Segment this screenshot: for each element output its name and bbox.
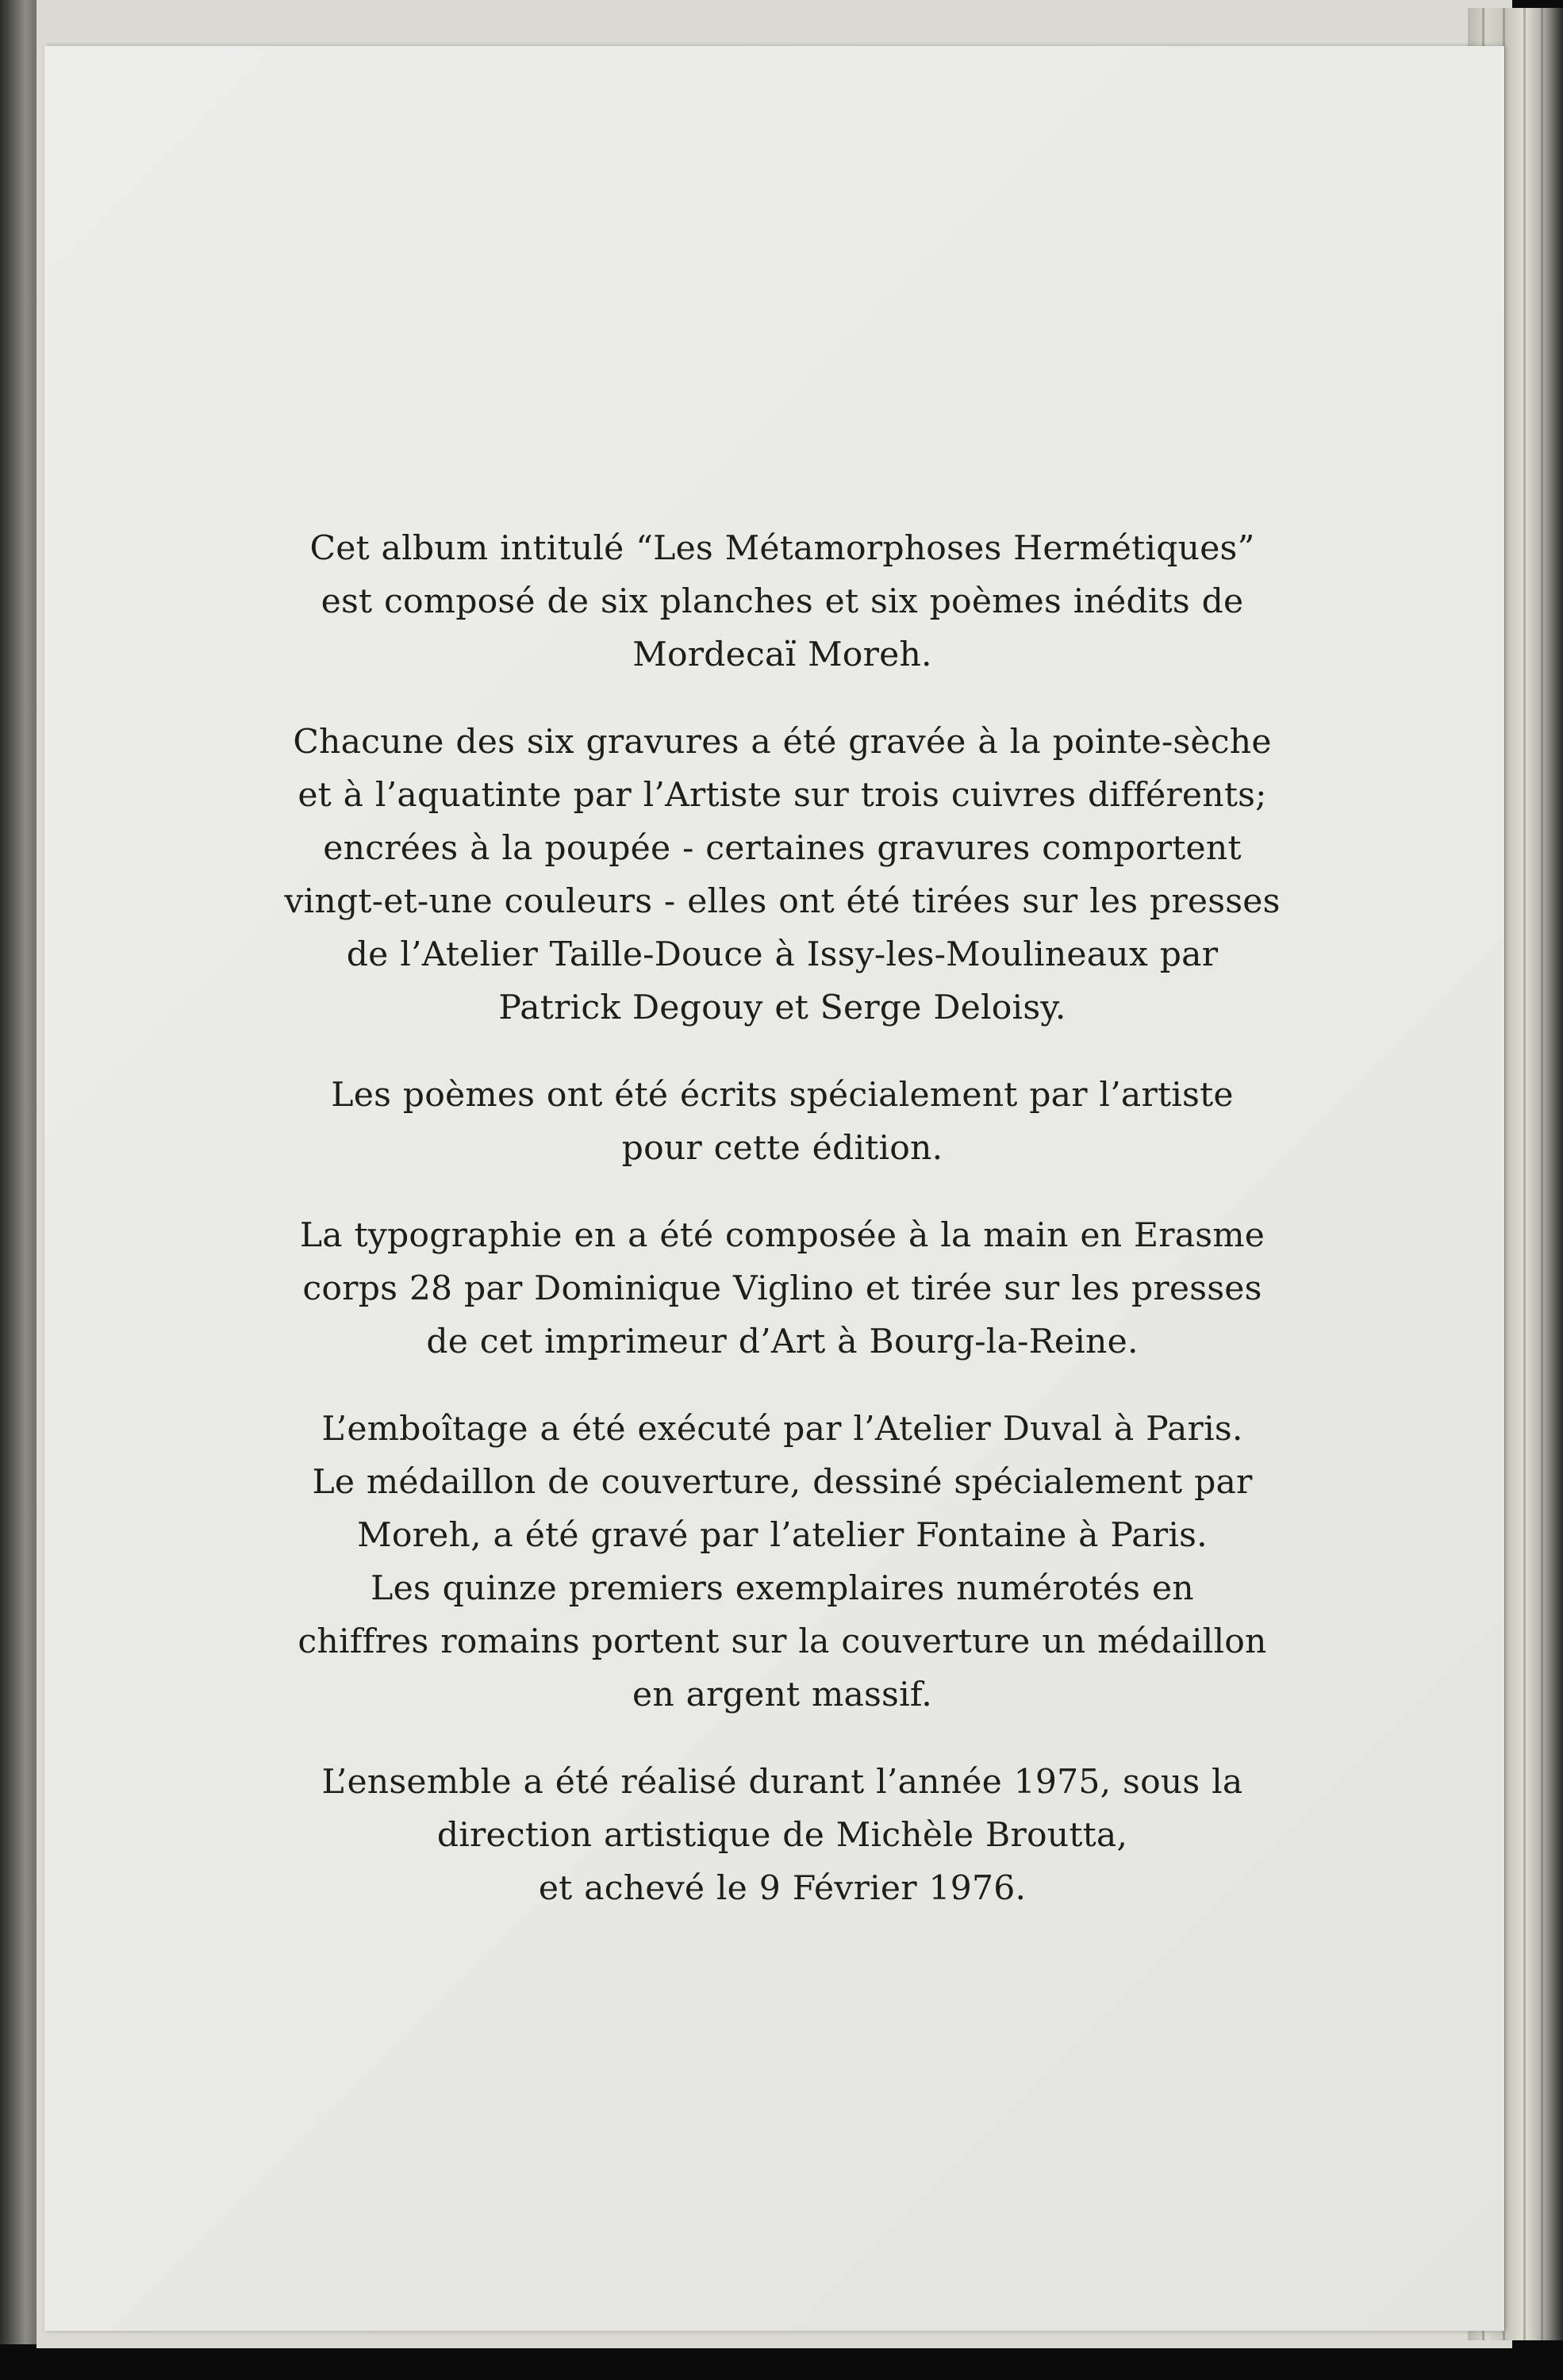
text-line: de l’Atelier Taille-Douce à Issy-les-Moulineaux par: [346, 935, 1219, 974]
colophon-paragraph-album: [259, 522, 1306, 681]
colophon-paragraph-poems: [259, 1069, 1306, 1175]
left-page-edge: [0, 0, 36, 2344]
text-line: Les poèmes ont été écrits spécialement par l’artiste: [331, 1076, 1234, 1115]
text-line: Moreh, a été gravé par l’atelier Fontaine à Paris.: [357, 1516, 1208, 1555]
text-line: encrées à la poupée - certaines gravures comportent: [323, 829, 1242, 868]
text-line: Le médaillon de couverture, dessiné spécialement par: [312, 1463, 1253, 1502]
text-line: et à l’aquatinte par l’Artiste sur trois cuivres différents;: [298, 776, 1267, 815]
text-line: L’ensemble a été réalisé durant l’année 1975, sous la: [321, 1763, 1243, 1802]
text-line: est composé de six planches et six poèmes inédits de: [321, 582, 1244, 621]
text-line: corps 28 par Dominique Viglino et tirée sur les presses: [302, 1269, 1262, 1308]
colophon-paragraph-binding: [259, 1403, 1306, 1722]
text-line: direction artistique de Michèle Broutta,: [436, 1816, 1128, 1855]
colophon-paragraph-engravings: [259, 716, 1306, 1035]
text-line: Les quinze premiers exemplaires numérotés en: [371, 1569, 1194, 1608]
text-line: Patrick Degouy et Serge Deloisy.: [498, 988, 1066, 1027]
text-line: pour cette édition.: [621, 1129, 943, 1168]
printed-page: [44, 46, 1504, 2331]
text-line: chiffres romains portent sur la couverture un médaillon: [298, 1622, 1267, 1661]
text-line: La typographie en a été composée à la main en Erasme: [299, 1216, 1265, 1255]
text-line: et achevé le 9 Février 1976.: [538, 1869, 1027, 1908]
text-line: vingt-et-une couleurs - elles ont été tirées sur les presses: [284, 882, 1281, 921]
colophon-paragraph-completion: [259, 1756, 1306, 1915]
text-line: de cet imprimeur d’Art à Bourg-la-Reine.: [426, 1322, 1139, 1361]
text-line: L’emboîtage a été exécuté par l’Atelier Duval à Paris.: [321, 1410, 1243, 1449]
text-line: Cet album intitulé “Les Métamorphoses Hermétiques”: [309, 529, 1255, 568]
text-line: Chacune des six gravures a été gravée à la pointe-sèche: [293, 723, 1272, 762]
colophon-text: [259, 522, 1306, 1949]
colophon-paragraph-typography: [259, 1209, 1306, 1368]
text-line: Mordecaï Moreh.: [632, 635, 932, 674]
text-line: en argent massif.: [632, 1676, 932, 1714]
